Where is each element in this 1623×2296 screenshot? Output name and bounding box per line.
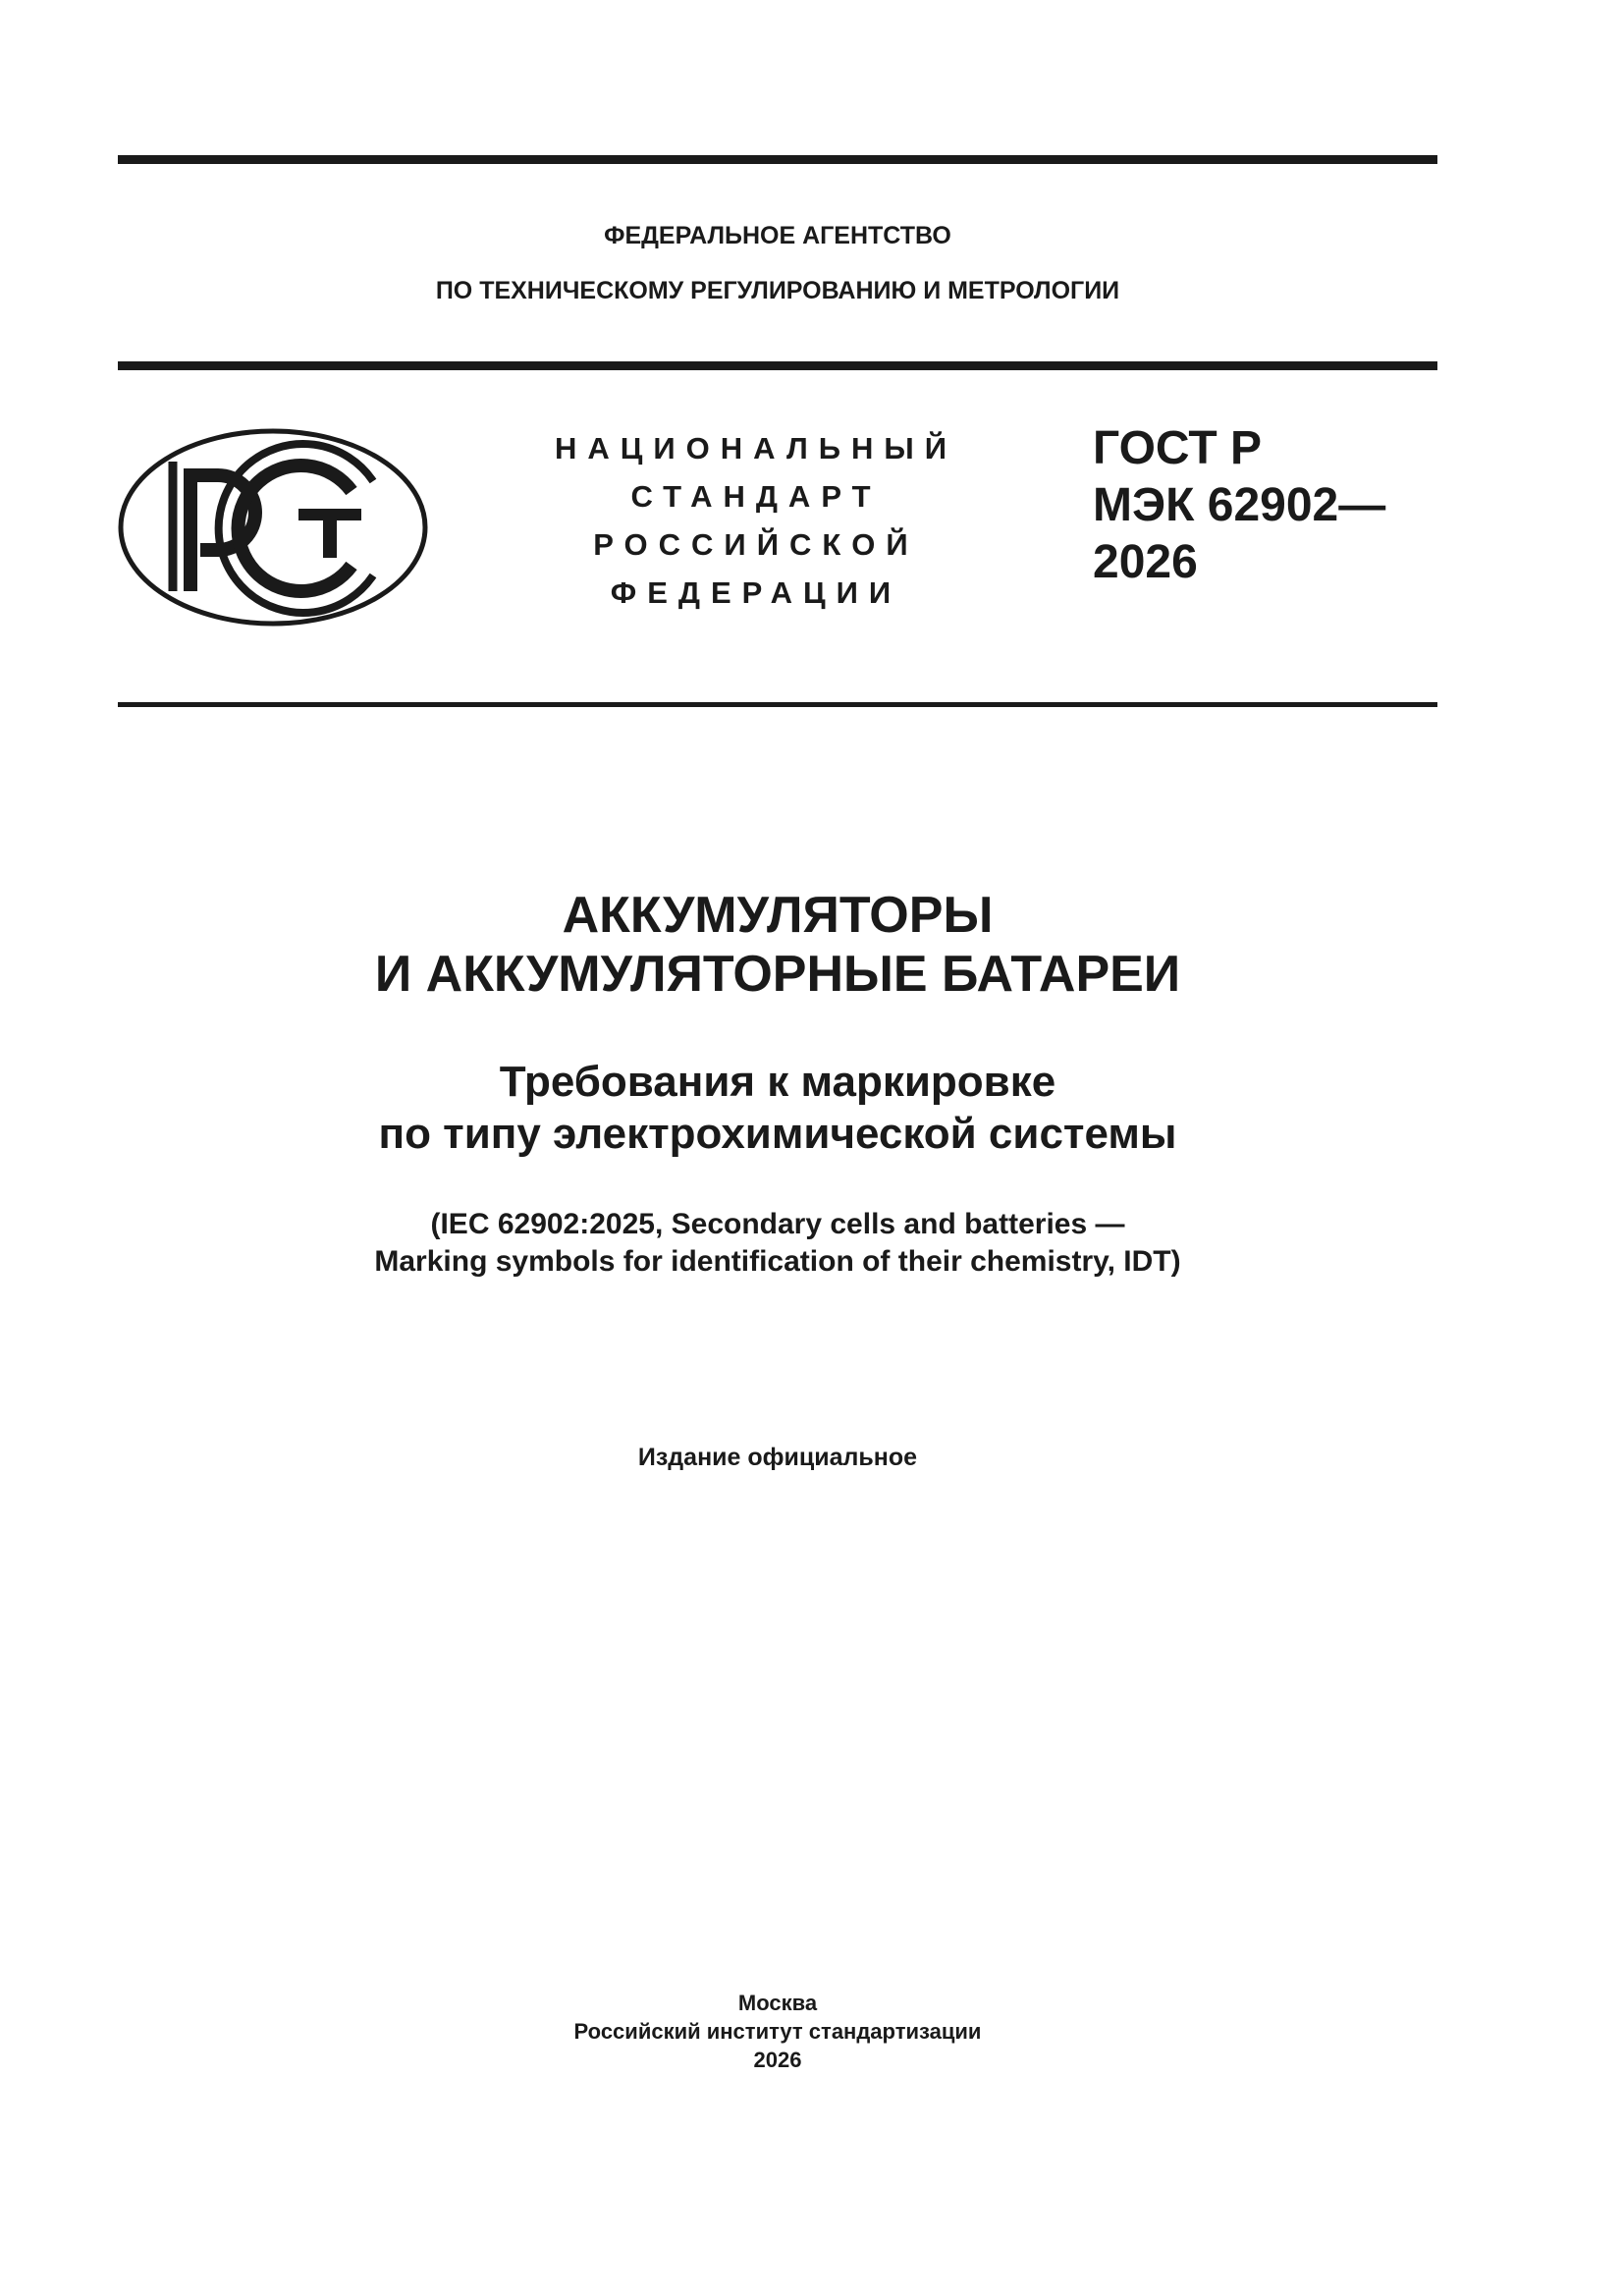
- title-line: АККУМУЛЯТОРЫ: [562, 887, 994, 944]
- standard-designation: [1093, 420, 1385, 591]
- top-rule: [118, 155, 1437, 164]
- header-rule: [118, 361, 1437, 370]
- imprint-city: Москва: [737, 1991, 818, 2015]
- original-title: [118, 1206, 1437, 1281]
- title-line: И АККУМУЛЯТОРНЫЕ БАТАРЕИ: [374, 946, 1181, 1003]
- standard-type-line: РОССИЙСКОЙ: [593, 527, 919, 562]
- original-title-line: (IEC 62902:2025, Secondary cells and batteries —: [430, 1208, 1125, 1240]
- document-title: [118, 886, 1437, 1004]
- designation-line: МЭК 62902—: [1093, 479, 1386, 531]
- agency-name-line-1: ФЕДЕРАЛЬНОЕ АГЕНТСТВО: [604, 222, 951, 249]
- original-title-line: Marking symbols for identification of their chemistry, IDT): [374, 1245, 1181, 1278]
- designation-line: 2026: [1093, 536, 1198, 588]
- standard-type-line: НАЦИОНАЛЬНЫЙ: [554, 431, 958, 465]
- title-block-rule: [118, 702, 1437, 707]
- standard-type-line: ФЕДЕРАЦИИ: [610, 575, 902, 610]
- imprint-year: 2026: [753, 2048, 802, 2072]
- imprint-publisher: Российский институт стандартизации: [573, 2019, 982, 2044]
- subtitle-line: по типу электрохимической системы: [378, 1110, 1177, 1158]
- agency-name-line-2: ПО ТЕХНИЧЕСКОМУ РЕГУЛИРОВАНИЮ И МЕТРОЛОГИИ: [435, 277, 1120, 304]
- subtitle-line: Требования к маркировке: [499, 1058, 1056, 1106]
- document-subtitle: [118, 1056, 1437, 1160]
- standard-type-line: СТАНДАРТ: [630, 479, 882, 514]
- rst-logo-icon: [116, 426, 430, 629]
- standard-type-block: [530, 424, 982, 617]
- designation-line: ГОСТ Р: [1093, 422, 1263, 474]
- imprint: [118, 1989, 1437, 2074]
- edition-label: Издание официальное: [637, 1444, 918, 1471]
